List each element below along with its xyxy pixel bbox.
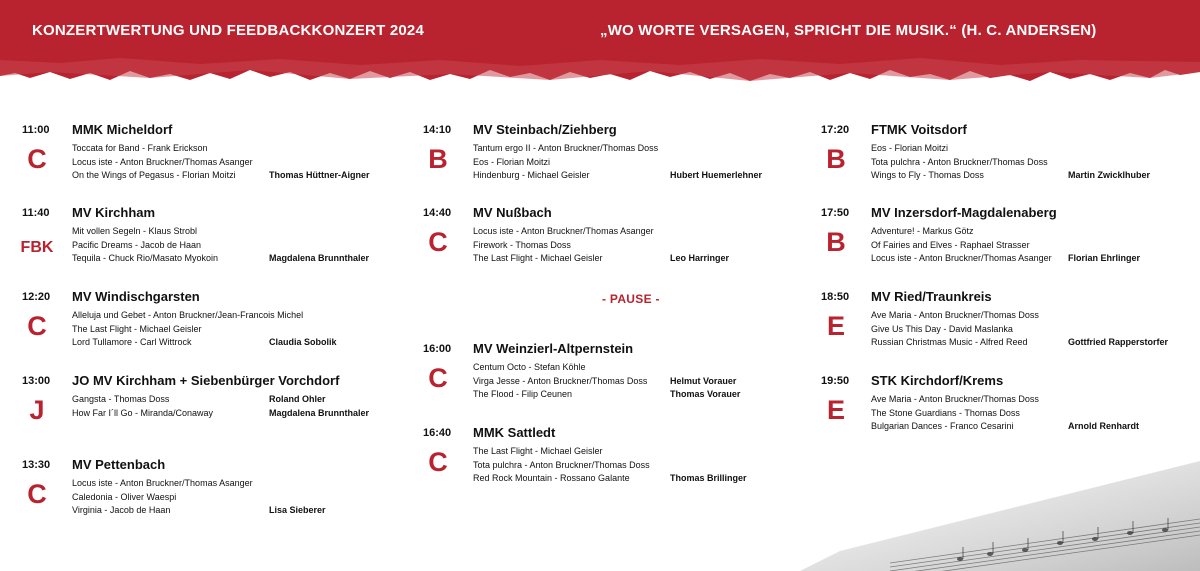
- conductor-name: [269, 225, 369, 239]
- conductor-name: Magdalena Brunnthaler: [269, 407, 370, 418]
- entry-pieces: [72, 225, 218, 266]
- conductor-name: Martin Zwicklhuber: [1068, 170, 1151, 180]
- piece-line: Locus iste - Anton Bruckner/Thomas Asanger: [473, 226, 654, 236]
- schedule-entry: [423, 122, 793, 198]
- entry-pieces: [473, 142, 658, 183]
- conductor-name: Roland Ohler: [269, 394, 326, 404]
- conductor-name: [269, 309, 337, 323]
- piece-line: How Far I´ll Go - Miranda/Conaway: [72, 407, 214, 418]
- piece-line: Eos - Florian Moitzi: [871, 143, 949, 153]
- entry-time: 11:40: [22, 207, 50, 219]
- piece-line: Wings to Fly - Thomas Doss: [871, 170, 984, 180]
- conductor-name: [1068, 323, 1168, 337]
- conductor-name: [670, 459, 747, 473]
- entry-ensemble: MV Kirchham: [72, 205, 156, 220]
- entry-category: B: [826, 227, 846, 257]
- entry-time: 12:20: [22, 291, 51, 303]
- piece-line: The Last Flight - Michael Geisler: [72, 323, 202, 334]
- entry-pieces: [473, 361, 647, 402]
- conductor-name: [1068, 156, 1150, 170]
- entry-category: C: [428, 363, 448, 393]
- conductor-name: Thomas Hüttner-Aigner: [269, 170, 370, 180]
- entry-category: FBK: [20, 239, 54, 256]
- entry-category: C: [27, 311, 47, 341]
- entry-time: 16:00: [423, 343, 452, 355]
- entry-ensemble: MV Inzersdorf-Magdalenaberg: [871, 205, 1057, 220]
- piece-line: Mit vollen Segeln - Klaus Strobl: [72, 226, 198, 236]
- entry-category: B: [428, 144, 448, 174]
- piece-line: Lord Tullamore - Carl Wittrock: [72, 337, 192, 347]
- brush-banner-shape: [0, 0, 1200, 95]
- piece-line: Eos - Florian Moitzi: [473, 156, 551, 167]
- entry-ensemble: JO MV Kirchham + Siebenbürger Vorchdorf: [72, 373, 340, 388]
- conductor-name: Claudia Sobolik: [269, 337, 337, 347]
- conductor-name: [1068, 309, 1168, 323]
- piece-line: Gangsta - Thomas Doss: [72, 394, 170, 404]
- piece-line: Locus iste - Anton Bruckner/Thomas Asanger: [72, 156, 253, 167]
- piece-line: Tantum ergo II - Anton Bruckner/Thomas Doss: [473, 143, 659, 153]
- entry-category: J: [29, 395, 45, 425]
- conductor-name: [1068, 225, 1140, 239]
- entry-category: C: [27, 479, 47, 509]
- conductor-name: [1068, 393, 1139, 407]
- piece-line: Tota pulchra - Anton Bruckner/Thomas Doss: [871, 156, 1048, 167]
- piece-line: Locus iste - Anton Bruckner/Thomas Asanger: [871, 253, 1052, 263]
- entry-category: C: [428, 227, 448, 257]
- piece-line: Caledonia - Oliver Waespi: [72, 491, 177, 502]
- conductor-name: Lisa Sieberer: [269, 505, 326, 515]
- piece-line: Centum Octo - Stefan Köhle: [473, 362, 586, 372]
- piece-line: The Last Flight - Michael Geisler: [473, 253, 603, 263]
- entry-conductors: [1068, 309, 1168, 350]
- conductor-name: [670, 225, 729, 239]
- piece-line: Tequila - Chuck Rio/Masato Myokoin: [72, 253, 219, 263]
- conductor-name: Gottfried Rapperstorfer: [1068, 337, 1169, 347]
- entry-category: C: [27, 144, 47, 174]
- entry-pieces: [72, 142, 253, 183]
- conductor-name: [670, 156, 762, 170]
- conductor-name: [670, 361, 740, 375]
- quote: „WO WORTE VERSAGEN, SPRICHT DIE MUSIK.“ (H. C. ANDERSEN): [600, 22, 1097, 39]
- conductor-name: [670, 239, 729, 253]
- piece-line: On the Wings of Pegasus - Florian Moitzi: [72, 170, 236, 180]
- entry-ensemble: STK Kirchdorf/Krems: [871, 373, 1004, 388]
- piece-line: Bulgarian Dances - Franco Cesarini: [871, 421, 1014, 431]
- entry-ensemble: MV Ried/Traunkreis: [871, 289, 992, 304]
- conductor-name: Hubert Huemerlehner: [670, 170, 763, 180]
- entry-time: 16:40: [423, 427, 452, 439]
- piece-line: Alleluja und Gebet - Anton Bruckner/Jean-Francois Michel: [72, 310, 304, 320]
- entry-ensemble: MMK Sattledt: [473, 425, 556, 440]
- schedule-entry: [821, 289, 1191, 365]
- piece-line: Firework - Thomas Doss: [473, 239, 571, 250]
- entry-pieces: [72, 393, 213, 420]
- schedule-entry: [22, 205, 392, 281]
- entry-time: 17:20: [821, 124, 850, 136]
- entry-time: 13:30: [22, 459, 51, 471]
- entry-conductors: [670, 225, 729, 266]
- piece-line: Red Rock Mountain - Rossano Galante: [473, 473, 630, 483]
- piece-line: Pacific Dreams - Jacob de Haan: [72, 239, 202, 250]
- schedule-entry: [423, 205, 793, 281]
- piece-line: Ave Maria - Anton Bruckner/Thomas Doss: [871, 310, 1039, 320]
- conductor-name: [670, 142, 762, 156]
- entry-ensemble: FTMK Voitsdorf: [871, 122, 967, 137]
- entry-ensemble: MMK Micheldorf: [72, 122, 173, 137]
- entry-conductors: [1068, 393, 1139, 434]
- entry-time: 18:50: [821, 291, 850, 303]
- conductor-name: [1068, 239, 1140, 253]
- entry-conductors: [269, 393, 369, 420]
- conductor-name: [269, 491, 326, 505]
- entry-pieces: [871, 225, 1052, 266]
- piece-line: Toccata for Band - Frank Erickson: [72, 143, 208, 153]
- piece-line: Virginia - Jacob de Haan: [72, 505, 171, 515]
- entry-conductors: [269, 142, 370, 183]
- entry-ensemble: MV Weinzierl-Altpernstein: [473, 341, 634, 356]
- entry-time: 14:10: [423, 124, 452, 136]
- header-banner: [0, 0, 1200, 95]
- piece-line: Tota pulchra - Anton Bruckner/Thomas Doss: [473, 459, 650, 470]
- event-title: KONZERTWERTUNG UND FEEDBACKKONZERT 2024: [32, 22, 424, 39]
- entry-pieces: [72, 477, 253, 518]
- entry-conductors: [670, 142, 762, 183]
- piece-line: Give Us This Day - David Maslanka: [871, 323, 1013, 334]
- entry-time: 11:00: [22, 124, 50, 136]
- entry-category: E: [826, 395, 845, 425]
- piece-line: Russian Christmas Music - Alfred Reed: [871, 337, 1028, 347]
- schedule-entry: [821, 373, 1191, 449]
- entry-pieces: [871, 309, 1039, 350]
- entry-ensemble: MV Windischgarsten: [72, 289, 200, 304]
- entry-time: 17:50: [821, 207, 850, 219]
- entry-conductors: [269, 477, 326, 518]
- entry-ensemble: MV Pettenbach: [72, 457, 166, 472]
- entry-conductors: [670, 445, 747, 486]
- schedule-entry: [22, 457, 392, 533]
- piece-line: The Flood - Filip Ceunen: [473, 389, 573, 399]
- conductor-name: [269, 239, 369, 253]
- conductor-name: Florian Ehrlinger: [1068, 253, 1141, 263]
- conductor-name: Thomas Vorauer: [670, 389, 741, 399]
- schedule-entry: [821, 205, 1191, 281]
- conductor-name: [269, 323, 337, 337]
- conductor-name: Thomas Brillinger: [670, 473, 747, 483]
- schedule-entry: [423, 425, 793, 501]
- entry-category: C: [428, 447, 448, 477]
- piece-line: Of Fairies and Elves - Raphael Strasser: [871, 239, 1030, 250]
- entry-time: 13:00: [22, 375, 51, 387]
- entry-time: 14:40: [423, 207, 452, 219]
- entry-conductors: [269, 309, 337, 350]
- conductor-name: Helmut Vorauer: [670, 375, 737, 386]
- schedule-entry: [423, 341, 793, 417]
- conductor-name: Magdalena Brunnthaler: [269, 253, 370, 263]
- conductor-name: [269, 156, 370, 170]
- schedule-entry: [22, 373, 392, 449]
- entry-conductors: [1068, 142, 1150, 183]
- piece-line: Hindenburg - Michael Geisler: [473, 170, 590, 180]
- entry-pieces: [871, 393, 1039, 434]
- conductor-name: [1068, 407, 1139, 421]
- pause-label: - PAUSE -: [602, 292, 660, 306]
- conductor-name: [269, 142, 370, 156]
- piece-line: Adventure! - Markus Götz: [871, 226, 974, 236]
- entry-ensemble: MV Steinbach/Ziehberg: [473, 122, 617, 137]
- piece-line: The Last Flight - Michael Geisler: [473, 446, 603, 456]
- piece-line: Locus iste - Anton Bruckner/Thomas Asanger: [72, 478, 253, 488]
- conductor-name: Arnold Renhardt: [1068, 421, 1139, 431]
- entry-category: E: [826, 311, 845, 341]
- entry-time: 19:50: [821, 375, 850, 387]
- conductor-name: [1068, 142, 1150, 156]
- entry-conductors: [269, 225, 369, 266]
- sheet-music-decoration: [800, 451, 1200, 571]
- piece-line: Virga Jesse - Anton Bruckner/Thomas Doss: [473, 375, 648, 386]
- entry-ensemble: MV Nußbach: [473, 205, 552, 220]
- conductor-name: Leo Harringer: [670, 253, 730, 263]
- entry-conductors: [670, 361, 740, 402]
- entry-pieces: [473, 445, 650, 486]
- entry-category: B: [826, 144, 846, 174]
- entry-pieces: [473, 225, 654, 266]
- schedule-entry: [22, 289, 392, 365]
- piece-line: Ave Maria - Anton Bruckner/Thomas Doss: [871, 394, 1039, 404]
- entry-conductors: [1068, 225, 1140, 266]
- schedule-entry: [821, 122, 1191, 198]
- conductor-name: [670, 445, 747, 459]
- conductor-name: [269, 477, 326, 491]
- schedule-entry: [22, 122, 392, 198]
- piece-line: The Stone Guardians - Thomas Doss: [871, 407, 1020, 418]
- entry-pieces: [871, 142, 1048, 183]
